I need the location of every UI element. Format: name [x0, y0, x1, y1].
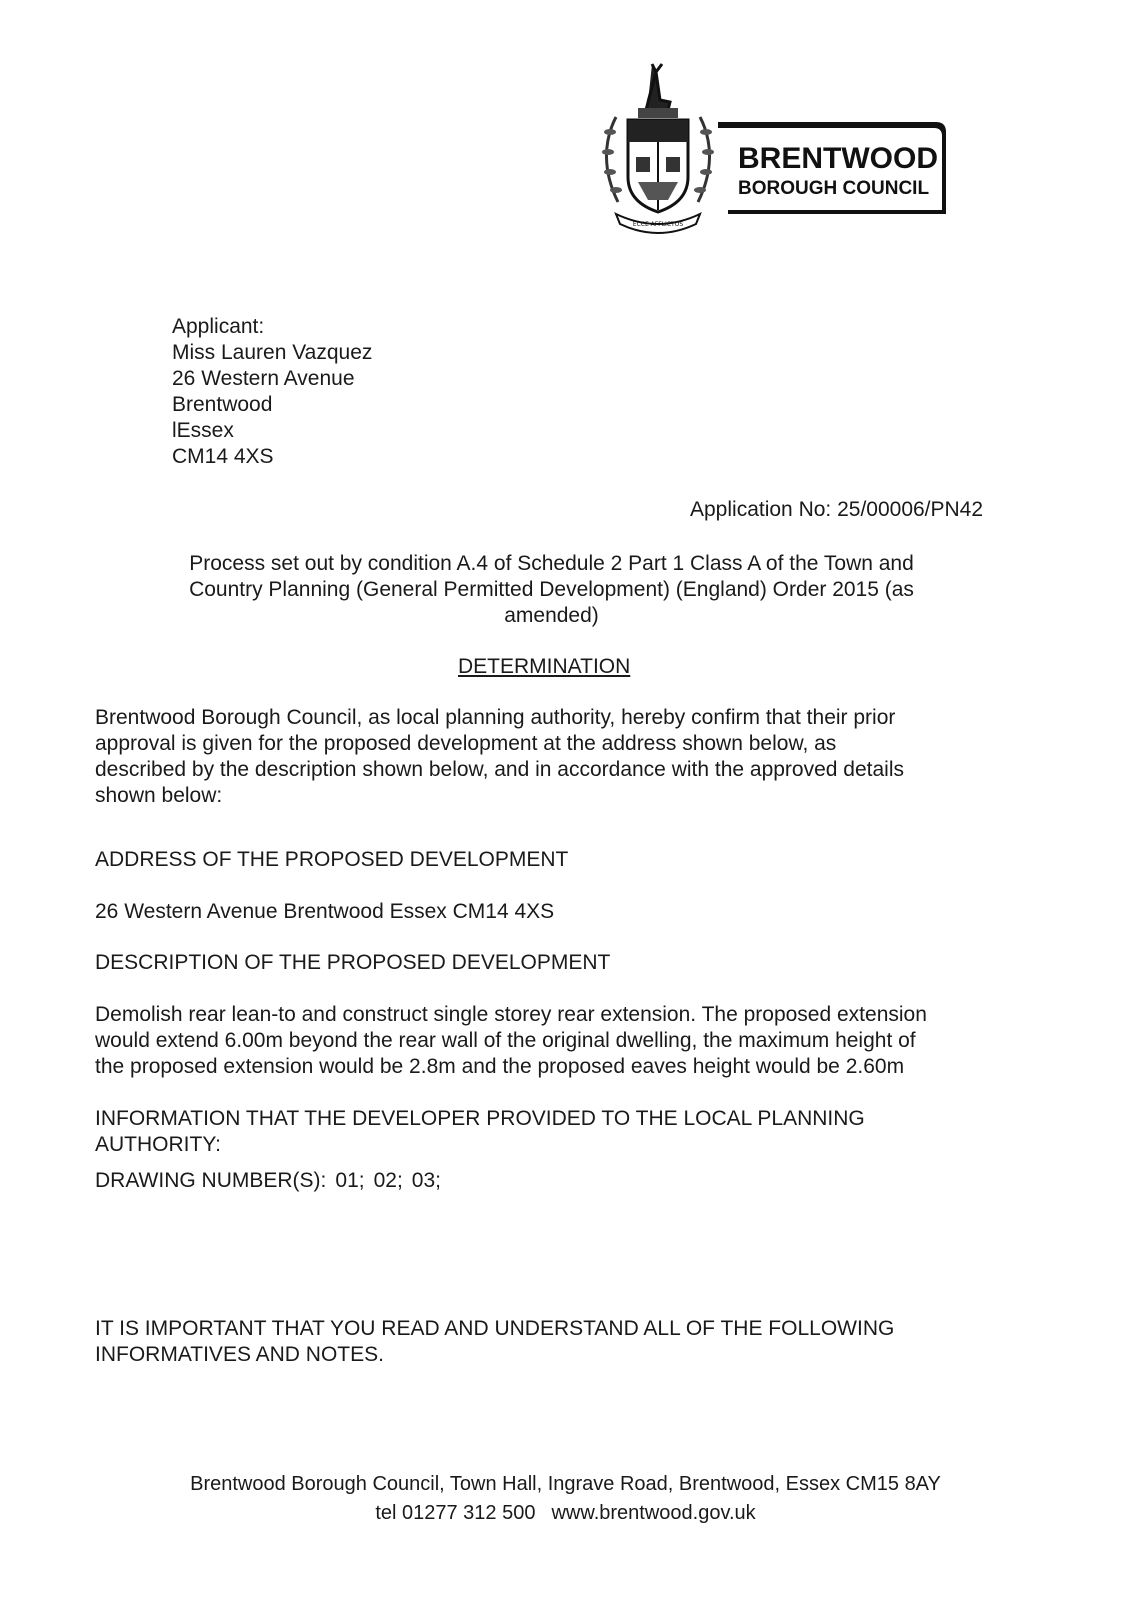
svg-text:BRENTWOOD: BRENTWOOD: [738, 142, 938, 175]
determination-paragraph: [95, 705, 904, 809]
important-line: INFORMATIVES AND NOTES.: [95, 1343, 384, 1366]
determination-line: described by the description shown below, and in accordance with the approved details: [95, 758, 905, 781]
svg-text:BOROUGH COUNCIL: BOROUGH COUNCIL: [738, 178, 930, 199]
process-line: Country Planning (General Permitted Development) (England) Order 2015 (as: [189, 578, 914, 601]
process-statement: [110, 551, 993, 629]
applicant-address-block: [172, 314, 372, 470]
determination-line: Brentwood Borough Council, as local planning authority, hereby confirm that their prior: [95, 706, 896, 729]
drawing-numbers-label: DRAWING NUMBER(S):: [95, 1169, 327, 1192]
footer-website[interactable]: www.brentwood.gov.uk: [551, 1502, 756, 1524]
application-number: Application No: 25/00006/PN42: [690, 498, 984, 521]
footer-contact: [0, 1500, 1131, 1526]
council-logo: [598, 62, 970, 242]
applicant-postcode: CM14 4XS: [172, 445, 274, 468]
address-value: 26 Western Avenue Brentwood Essex CM14 4XS: [95, 900, 555, 923]
svg-text:ECCE AFFLICTOS: ECCE AFFLICTOS: [632, 221, 684, 228]
determination-heading: DETERMINATION: [458, 655, 631, 678]
important-line: IT IS IMPORTANT THAT YOU READ AND UNDERSTAND ALL OF THE FOLLOWING: [95, 1317, 895, 1340]
description-paragraph: [95, 1002, 927, 1080]
description-line: the proposed extension would be 2.8m and the proposed eaves height would be 2.60m: [95, 1055, 905, 1078]
applicant-name: Miss Lauren Vazquez: [172, 341, 373, 364]
footer-phone: tel 01277 312 500: [375, 1502, 536, 1524]
footer-address: Brentwood Borough Council, Town Hall, Ingrave Road, Brentwood, Essex CM15 8AY: [190, 1473, 941, 1495]
important-notice: [95, 1316, 894, 1368]
applicant-street: 26 Western Avenue: [172, 367, 355, 390]
description-line: Demolish rear lean-to and construct single storey rear extension. The proposed extension: [95, 1003, 927, 1026]
drawing-number: 02;: [373, 1169, 403, 1192]
council-crest-icon: [598, 62, 970, 242]
applicant-label: Applicant:: [172, 315, 265, 338]
description-line: would extend 6.00m beyond the rear wall of the original dwelling, the maximum height of: [95, 1029, 916, 1052]
determination-line: approval is given for the proposed development at the address shown below, as: [95, 732, 837, 755]
information-line: INFORMATION THAT THE DEVELOPER PROVIDED TO THE LOCAL PLANNING: [95, 1107, 865, 1130]
information-line: AUTHORITY:: [95, 1133, 222, 1156]
description-heading: DESCRIPTION OF THE PROPOSED DEVELOPMENT: [95, 951, 611, 974]
drawing-numbers: [95, 1168, 450, 1194]
drawing-number: 03;: [411, 1169, 441, 1192]
information-heading: [95, 1106, 865, 1158]
drawing-number: 01;: [335, 1169, 365, 1192]
applicant-county: lEssex: [172, 419, 234, 442]
address-heading: ADDRESS OF THE PROPOSED DEVELOPMENT: [95, 848, 569, 871]
applicant-town: Brentwood: [172, 393, 273, 416]
determination-line: shown below:: [95, 784, 223, 807]
process-line: amended): [504, 604, 599, 627]
process-line: Process set out by condition A.4 of Schedule 2 Part 1 Class A of the Town and: [189, 552, 914, 575]
